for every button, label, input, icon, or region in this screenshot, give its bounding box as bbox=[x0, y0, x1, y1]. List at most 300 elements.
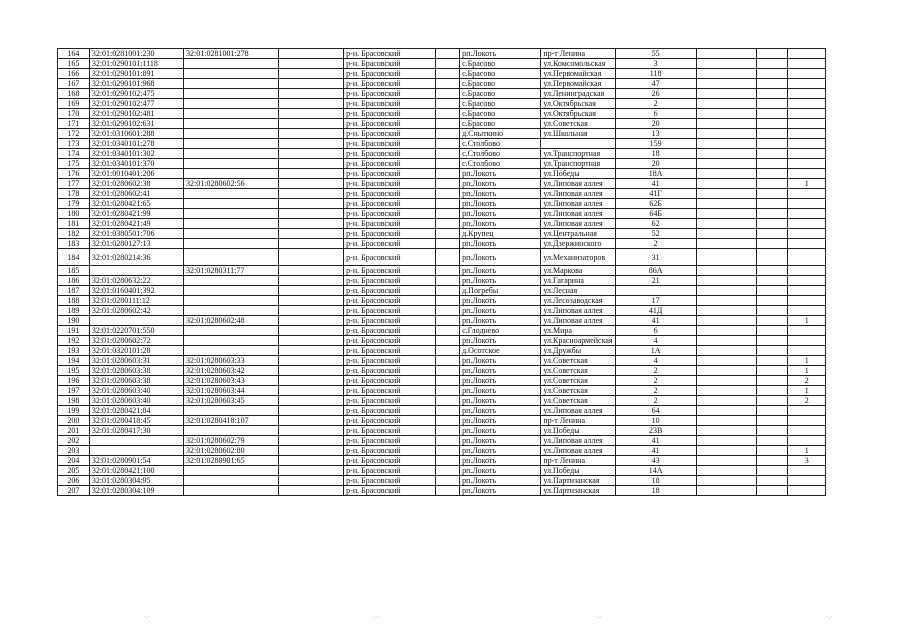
cell-column-4 bbox=[278, 179, 343, 189]
cell-related-cadastral-number bbox=[184, 59, 279, 69]
cell-district: р-н. Брасовский bbox=[344, 446, 435, 456]
cell-row-number: 186 bbox=[58, 276, 90, 286]
cell-column-6 bbox=[435, 49, 459, 59]
cell-street: ул.Липовая аллея bbox=[541, 179, 615, 189]
cell-settlement: рп.Локоть bbox=[460, 199, 541, 209]
cell-street: ул.Транспортная bbox=[541, 159, 615, 169]
cell-district: р-н. Брасовский bbox=[344, 306, 435, 316]
cell-column-6 bbox=[435, 209, 459, 219]
cell-column-6 bbox=[435, 476, 459, 486]
cell-quantity bbox=[788, 99, 826, 109]
cell-settlement: с.Столбово bbox=[460, 149, 541, 159]
cell-column-11 bbox=[696, 249, 757, 266]
table-row bbox=[58, 346, 905, 356]
cell-district: р-н. Брасовский bbox=[344, 326, 435, 336]
cell-district: р-н. Брасовский bbox=[344, 49, 435, 59]
cell-column-11 bbox=[696, 326, 757, 336]
cell-cadastral-number: 32:01:0290102:477 bbox=[89, 99, 183, 109]
cell-quantity bbox=[788, 286, 826, 296]
cell-street: ул.Первомайская bbox=[541, 69, 615, 79]
cell-house-number: 118 bbox=[615, 69, 696, 79]
cell-settlement: рп.Локоть bbox=[460, 416, 541, 426]
table-row bbox=[58, 376, 905, 386]
cell-column-4 bbox=[278, 276, 343, 286]
cell-street: ул.Партизанская bbox=[541, 476, 615, 486]
cell-column-12 bbox=[757, 169, 788, 179]
cell-row-number: 184 bbox=[58, 249, 90, 266]
cell-column-4 bbox=[278, 476, 343, 486]
cell-column-12 bbox=[757, 99, 788, 109]
cell-row-number: 190 bbox=[58, 316, 90, 326]
cell-column-6 bbox=[435, 149, 459, 159]
cell-street: ул.Победы bbox=[541, 169, 615, 179]
cell-column-6 bbox=[435, 139, 459, 149]
cell-row-number: 199 bbox=[58, 406, 90, 416]
cell-street: ул.Советская bbox=[541, 396, 615, 406]
cell-district: р-н. Брасовский bbox=[344, 209, 435, 219]
cell-column-4 bbox=[278, 296, 343, 306]
cell-column-6 bbox=[435, 69, 459, 79]
cell-district: р-н. Брасовский bbox=[344, 436, 435, 446]
cell-quantity: 1 bbox=[788, 446, 826, 456]
cell-house-number: 26 bbox=[615, 89, 696, 99]
cell-cadastral-number: 32:01:0280421:65 bbox=[89, 199, 183, 209]
cell-street: ул.Лесная bbox=[541, 286, 615, 296]
cell-row-number: 193 bbox=[58, 346, 90, 356]
cell-street: ул.Октябрьская bbox=[541, 99, 615, 109]
cell-column-6 bbox=[435, 356, 459, 366]
cell-street: ул.Липовая аллея bbox=[541, 199, 615, 209]
cell-house-number: 41Д bbox=[615, 306, 696, 316]
cell-quantity bbox=[788, 139, 826, 149]
cell-cadastral-number: 32:01:0280421:84 bbox=[89, 406, 183, 416]
cell-settlement: рп.Локоть bbox=[460, 316, 541, 326]
cell-quantity bbox=[788, 199, 826, 209]
cell-row-number: 207 bbox=[58, 486, 90, 496]
cell-column-11 bbox=[696, 59, 757, 69]
cell-quantity bbox=[788, 266, 826, 276]
cell-quantity bbox=[788, 169, 826, 179]
cell-house-number: 3 bbox=[615, 59, 696, 69]
cell-quantity: 1 bbox=[788, 179, 826, 189]
cell-cadastral-number: 32:01:0280603:38 bbox=[89, 366, 183, 376]
cell-column-12 bbox=[757, 386, 788, 396]
cell-quantity bbox=[788, 306, 826, 316]
cell-row-number: 198 bbox=[58, 396, 90, 406]
cell-column-12 bbox=[757, 336, 788, 346]
cell-column-4 bbox=[278, 239, 343, 249]
cell-column-4 bbox=[278, 266, 343, 276]
cell-column-12 bbox=[757, 286, 788, 296]
table-row bbox=[58, 436, 905, 446]
cell-column-4 bbox=[278, 396, 343, 406]
cell-column-4 bbox=[278, 49, 343, 59]
cell-column-12 bbox=[757, 69, 788, 79]
cell-street: пр-т Ленина bbox=[541, 49, 615, 59]
cell-column-12 bbox=[757, 466, 788, 476]
cell-column-6 bbox=[435, 109, 459, 119]
cell-row-number: 182 bbox=[58, 229, 90, 239]
cell-quantity bbox=[788, 109, 826, 119]
table-row bbox=[58, 486, 905, 496]
table-row bbox=[58, 266, 905, 276]
cell-cadastral-number: 32:01:0280603:38 bbox=[89, 376, 183, 386]
cell-column-4 bbox=[278, 286, 343, 296]
cell-column-12 bbox=[757, 396, 788, 406]
table-row bbox=[58, 476, 905, 486]
cell-column-4 bbox=[278, 486, 343, 496]
cell-column-4 bbox=[278, 99, 343, 109]
cell-column-4 bbox=[278, 386, 343, 396]
cell-column-12 bbox=[757, 79, 788, 89]
cell-row-number: 166 bbox=[58, 69, 90, 79]
cell-district: р-н. Брасовский bbox=[344, 426, 435, 436]
table-row bbox=[58, 189, 905, 199]
cell-column-4 bbox=[278, 189, 343, 199]
cell-cadastral-number: 32:01:0280417:30 bbox=[89, 426, 183, 436]
cell-house-number: 14А bbox=[615, 466, 696, 476]
cell-cadastral-number: 32:01:0280421:99 bbox=[89, 209, 183, 219]
registry-table bbox=[57, 48, 905, 496]
cell-cadastral-number: 32:01:0290102:475 bbox=[89, 89, 183, 99]
cell-row-number: 170 bbox=[58, 109, 90, 119]
cell-column-12 bbox=[757, 49, 788, 59]
cell-quantity bbox=[788, 189, 826, 199]
table-row bbox=[58, 89, 905, 99]
cell-column-12 bbox=[757, 189, 788, 199]
cell-column-12 bbox=[757, 179, 788, 189]
cell-house-number: 20 bbox=[615, 119, 696, 129]
cell-district: р-н. Брасовский bbox=[344, 79, 435, 89]
cell-street: ул.Маркова bbox=[541, 266, 615, 276]
cell-row-number: 176 bbox=[58, 169, 90, 179]
cell-street: ул.Липовая аллея bbox=[541, 446, 615, 456]
cell-column-6 bbox=[435, 416, 459, 426]
cell-street: ул.Дзержинского bbox=[541, 239, 615, 249]
cell-district: р-н. Брасовский bbox=[344, 219, 435, 229]
cell-street: ул.Липовая аллея bbox=[541, 316, 615, 326]
cell-column-6 bbox=[435, 296, 459, 306]
cell-column-11 bbox=[696, 436, 757, 446]
cell-related-cadastral-number: 32:01:0280602:48 bbox=[184, 316, 279, 326]
cell-street: ул.Лесозаводская bbox=[541, 296, 615, 306]
cell-district: р-н. Брасовский bbox=[344, 276, 435, 286]
cell-street: ул.Первомайская bbox=[541, 79, 615, 89]
cell-row-number: 205 bbox=[58, 466, 90, 476]
cell-district: р-н. Брасовский bbox=[344, 476, 435, 486]
cell-related-cadastral-number: 32:01:0280901:65 bbox=[184, 456, 279, 466]
table-row bbox=[58, 456, 905, 466]
cell-column-12 bbox=[757, 296, 788, 306]
cell-related-cadastral-number bbox=[184, 326, 279, 336]
cell-cadastral-number: 32:01:0280214:36 bbox=[89, 249, 183, 266]
cell-cadastral-number: 32:01:0280602:38 bbox=[89, 179, 183, 189]
cell-column-6 bbox=[435, 306, 459, 316]
cell-column-4 bbox=[278, 416, 343, 426]
cell-street: ул.Липовая аллея bbox=[541, 209, 615, 219]
cell-house-number: 4 bbox=[615, 356, 696, 366]
cell-cadastral-number bbox=[89, 266, 183, 276]
table-row bbox=[58, 286, 905, 296]
cell-column-11 bbox=[696, 209, 757, 219]
cell-row-number: 201 bbox=[58, 426, 90, 436]
cell-row-number: 164 bbox=[58, 49, 90, 59]
cell-column-11 bbox=[696, 386, 757, 396]
cell-settlement: рп.Локоть bbox=[460, 466, 541, 476]
cell-quantity bbox=[788, 426, 826, 436]
cell-cadastral-number: 32:01:0220701:550 bbox=[89, 326, 183, 336]
table-row bbox=[58, 129, 905, 139]
cell-related-cadastral-number bbox=[184, 306, 279, 316]
cell-quantity bbox=[788, 326, 826, 336]
cell-column-4 bbox=[278, 316, 343, 326]
cell-street: ул.Липовая аллея bbox=[541, 306, 615, 316]
cell-column-12 bbox=[757, 109, 788, 119]
cell-house-number: 18 bbox=[615, 149, 696, 159]
cell-house-number: 47 bbox=[615, 79, 696, 89]
cell-column-6 bbox=[435, 286, 459, 296]
cell-district: р-н. Брасовский bbox=[344, 416, 435, 426]
cell-street: ул.Липовая аллея bbox=[541, 189, 615, 199]
cell-district: р-н. Брасовский bbox=[344, 356, 435, 366]
cell-column-11 bbox=[696, 189, 757, 199]
cell-column-12 bbox=[757, 266, 788, 276]
cell-row-number: 192 bbox=[58, 336, 90, 346]
cell-quantity bbox=[788, 476, 826, 486]
cell-cadastral-number: 32:01:0280602:42 bbox=[89, 306, 183, 316]
cell-related-cadastral-number: 32:01:0280602:56 bbox=[184, 179, 279, 189]
table-row bbox=[58, 179, 905, 189]
cell-house-number bbox=[615, 286, 696, 296]
table-row bbox=[58, 79, 905, 89]
cell-district: р-н. Брасовский bbox=[344, 199, 435, 209]
cell-column-12 bbox=[757, 209, 788, 219]
cell-related-cadastral-number: 32:01:0280603:42 bbox=[184, 366, 279, 376]
cell-column-12 bbox=[757, 486, 788, 496]
cell-cadastral-number bbox=[89, 316, 183, 326]
cell-column-6 bbox=[435, 466, 459, 476]
cell-quantity bbox=[788, 466, 826, 476]
cell-related-cadastral-number: 32:01:0280311:77 bbox=[184, 266, 279, 276]
cell-related-cadastral-number bbox=[184, 466, 279, 476]
cell-quantity bbox=[788, 69, 826, 79]
cell-column-6 bbox=[435, 436, 459, 446]
cell-house-number: 62 bbox=[615, 219, 696, 229]
cell-district: р-н. Брасовский bbox=[344, 119, 435, 129]
table-row bbox=[58, 249, 905, 266]
cell-related-cadastral-number: 32:01:0280603:43 bbox=[184, 376, 279, 386]
cell-related-cadastral-number: 32:01:0280602:80 bbox=[184, 446, 279, 456]
table-row bbox=[58, 426, 905, 436]
cell-street: ул.Комсомольская bbox=[541, 59, 615, 69]
cell-cadastral-number: 32:01:0380501:706 bbox=[89, 229, 183, 239]
cell-column-12 bbox=[757, 446, 788, 456]
cell-quantity bbox=[788, 129, 826, 139]
cell-row-number: 167 bbox=[58, 79, 90, 89]
cell-house-number: 20 bbox=[615, 159, 696, 169]
cell-street: ул.Партизанская bbox=[541, 486, 615, 496]
table-row bbox=[58, 276, 905, 286]
cell-row-number: 195 bbox=[58, 366, 90, 376]
cell-street: ул.Липовая аллея bbox=[541, 436, 615, 446]
cell-settlement: рп.Локоть bbox=[460, 276, 541, 286]
cell-row-number: 191 bbox=[58, 326, 90, 336]
cell-street: ул.Советская bbox=[541, 119, 615, 129]
cell-quantity bbox=[788, 486, 826, 496]
cell-column-6 bbox=[435, 159, 459, 169]
cell-cadastral-number: 32:01:0280901:54 bbox=[89, 456, 183, 466]
cell-district: р-н. Брасовский bbox=[344, 466, 435, 476]
cell-district: р-н. Брасовский bbox=[344, 149, 435, 159]
cell-column-6 bbox=[435, 89, 459, 99]
cell-column-6 bbox=[435, 129, 459, 139]
cell-column-6 bbox=[435, 59, 459, 69]
cell-column-6 bbox=[435, 249, 459, 266]
cell-district: р-н. Брасовский bbox=[344, 266, 435, 276]
cell-quantity bbox=[788, 249, 826, 266]
cell-column-11 bbox=[696, 476, 757, 486]
cell-related-cadastral-number bbox=[184, 296, 279, 306]
cell-settlement: рп.Локоть bbox=[460, 209, 541, 219]
cell-column-12 bbox=[757, 229, 788, 239]
cell-street: ул.Красноармейская bbox=[541, 336, 615, 346]
scan-artifact: ·‥· bbox=[144, 614, 151, 620]
cell-related-cadastral-number bbox=[184, 219, 279, 229]
cell-district: р-н. Брасовский bbox=[344, 366, 435, 376]
cell-street: ул.Механизаторов bbox=[541, 249, 615, 266]
cell-column-6 bbox=[435, 189, 459, 199]
cell-settlement: рп.Локоть bbox=[460, 396, 541, 406]
cell-quantity bbox=[788, 406, 826, 416]
cell-house-number: 10 bbox=[615, 416, 696, 426]
cell-related-cadastral-number bbox=[184, 346, 279, 356]
cell-district: р-н. Брасовский bbox=[344, 376, 435, 386]
cell-house-number: 64Б bbox=[615, 209, 696, 219]
cell-column-12 bbox=[757, 326, 788, 336]
cell-related-cadastral-number bbox=[184, 249, 279, 266]
cell-related-cadastral-number bbox=[184, 109, 279, 119]
cell-street: ул.Октябрьская bbox=[541, 109, 615, 119]
cell-settlement: с.Брасово bbox=[460, 59, 541, 69]
cell-cadastral-number: 32:01:0280603:40 bbox=[89, 396, 183, 406]
cell-settlement: с.Брасово bbox=[460, 89, 541, 99]
cell-settlement: с.Столбово bbox=[460, 159, 541, 169]
cell-related-cadastral-number bbox=[184, 169, 279, 179]
table-row bbox=[58, 466, 905, 476]
cell-row-number: 185 bbox=[58, 266, 90, 276]
cell-district: р-н. Брасовский bbox=[344, 346, 435, 356]
cell-column-4 bbox=[278, 346, 343, 356]
cell-district: р-н. Брасовский bbox=[344, 179, 435, 189]
cell-column-6 bbox=[435, 446, 459, 456]
cell-house-number: 6 bbox=[615, 109, 696, 119]
table-row bbox=[58, 356, 905, 366]
cell-column-6 bbox=[435, 169, 459, 179]
cell-related-cadastral-number bbox=[184, 159, 279, 169]
table-row bbox=[58, 316, 905, 326]
table-row bbox=[58, 109, 905, 119]
cell-street: ул.Советская bbox=[541, 356, 615, 366]
cell-quantity bbox=[788, 159, 826, 169]
cell-row-number: 187 bbox=[58, 286, 90, 296]
cell-column-6 bbox=[435, 396, 459, 406]
cell-street: ул.Советская bbox=[541, 386, 615, 396]
cell-cadastral-number: 32:01:0010401:206 bbox=[89, 169, 183, 179]
cell-row-number: 173 bbox=[58, 139, 90, 149]
cell-quantity bbox=[788, 336, 826, 346]
cell-cadastral-number: 32:01:0280304:109 bbox=[89, 486, 183, 496]
cell-quantity bbox=[788, 296, 826, 306]
cell-column-6 bbox=[435, 376, 459, 386]
cell-cadastral-number: 32:01:0280127:13 bbox=[89, 239, 183, 249]
cell-quantity: 2 bbox=[788, 396, 826, 406]
cell-row-number: 175 bbox=[58, 159, 90, 169]
table-body bbox=[58, 49, 905, 496]
cell-column-11 bbox=[696, 396, 757, 406]
cell-cadastral-number: 32:01:0310601:288 bbox=[89, 129, 183, 139]
cell-column-4 bbox=[278, 59, 343, 69]
cell-related-cadastral-number: 32:01:0280603:33 bbox=[184, 356, 279, 366]
cell-row-number: 169 bbox=[58, 99, 90, 109]
cell-quantity bbox=[788, 149, 826, 159]
cell-column-6 bbox=[435, 426, 459, 436]
cell-column-11 bbox=[696, 266, 757, 276]
cell-column-12 bbox=[757, 239, 788, 249]
cell-quantity: 1 bbox=[788, 316, 826, 326]
cell-column-11 bbox=[696, 149, 757, 159]
cell-house-number: 43 bbox=[615, 456, 696, 466]
cell-district: р-н. Брасовский bbox=[344, 99, 435, 109]
cell-cadastral-number: 32:01:0280111:12 bbox=[89, 296, 183, 306]
table-row bbox=[58, 169, 905, 179]
cell-district: р-н. Брасовский bbox=[344, 286, 435, 296]
cell-column-4 bbox=[278, 356, 343, 366]
cell-related-cadastral-number bbox=[184, 189, 279, 199]
cell-row-number: 206 bbox=[58, 476, 90, 486]
cell-related-cadastral-number bbox=[184, 426, 279, 436]
cell-cadastral-number: 32:01:0290101:968 bbox=[89, 79, 183, 89]
cell-street: ул.Мира bbox=[541, 326, 615, 336]
cell-column-11 bbox=[696, 366, 757, 376]
cell-district: р-н. Брасовский bbox=[344, 169, 435, 179]
cell-district: р-н. Брасовский bbox=[344, 386, 435, 396]
cell-quantity bbox=[788, 59, 826, 69]
cell-related-cadastral-number bbox=[184, 119, 279, 129]
cell-house-number: 159 bbox=[615, 139, 696, 149]
cell-row-number: 171 bbox=[58, 119, 90, 129]
cell-row-number: 196 bbox=[58, 376, 90, 386]
cell-settlement: рп.Локоть bbox=[460, 336, 541, 346]
cell-settlement: рп.Локоть bbox=[460, 356, 541, 366]
table-row bbox=[58, 199, 905, 209]
cell-settlement: рп.Локоть bbox=[460, 296, 541, 306]
cell-column-12 bbox=[757, 456, 788, 466]
table-row bbox=[58, 229, 905, 239]
cell-quantity bbox=[788, 49, 826, 59]
table-row bbox=[58, 366, 905, 376]
cell-house-number: 86А bbox=[615, 266, 696, 276]
scan-artifact: ·‥· bbox=[595, 614, 602, 620]
cell-column-6 bbox=[435, 266, 459, 276]
cell-cadastral-number: 32:01:0290102:631 bbox=[89, 119, 183, 129]
cell-district: р-н. Брасовский bbox=[344, 396, 435, 406]
table-row bbox=[58, 49, 905, 59]
cell-settlement: рп.Локоть bbox=[460, 406, 541, 416]
cell-row-number: 165 bbox=[58, 59, 90, 69]
cell-settlement: рп.Локоть bbox=[460, 179, 541, 189]
cell-column-11 bbox=[696, 79, 757, 89]
cell-settlement: рп.Локоть bbox=[460, 239, 541, 249]
